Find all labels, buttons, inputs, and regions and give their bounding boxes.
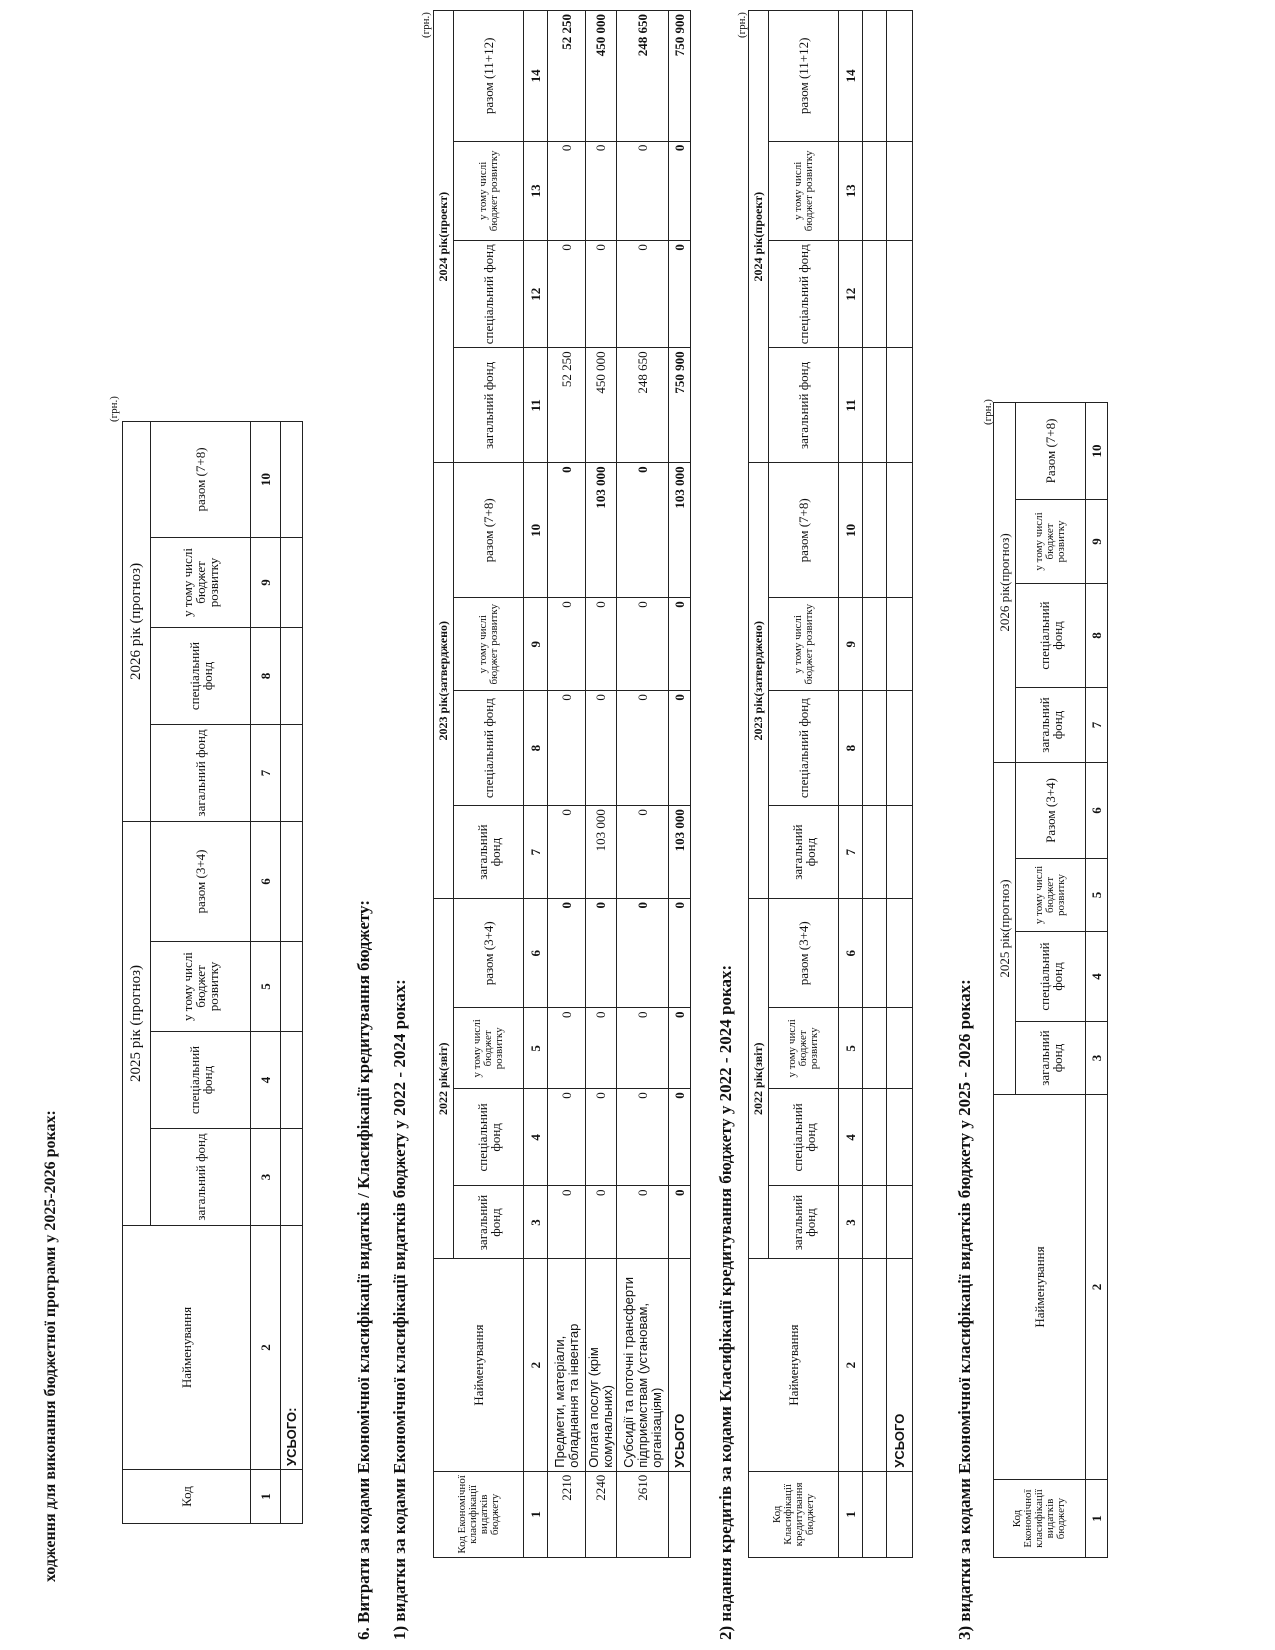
col-kod-header: Код — [123, 1470, 251, 1524]
col-number: 11 — [839, 348, 863, 463]
col-number: 11 — [524, 348, 548, 463]
value-cell: 0 — [548, 463, 586, 598]
col-number: 8 — [839, 691, 863, 806]
col-name-header: Найменування — [749, 1259, 839, 1471]
col-number: 7 — [524, 806, 548, 899]
h-sum34: разом (3+4) — [454, 899, 524, 1008]
col-number: 4 — [524, 1089, 548, 1186]
t3-title: 3) видатки за кодами Економічної класифікації видатків бюджету у 2025 - 2026 роках: — [955, 979, 974, 1640]
h-sum78: Разом (7+8) — [1016, 402, 1086, 499]
table-row — [586, 11, 617, 1558]
col-number: 3 — [1086, 1022, 1108, 1095]
empty-cell — [281, 1129, 303, 1226]
col-number: 10 — [524, 463, 548, 598]
col-number: 3 — [839, 1186, 863, 1259]
total-cell: 0 — [669, 1008, 691, 1089]
h-spec: спеціальний фонд — [1016, 932, 1086, 1022]
value-cell: 0 — [617, 806, 669, 899]
h-rozv: у тому числі бюджет розвитку — [454, 1008, 524, 1089]
col-number: 9 — [524, 598, 548, 691]
h-zag: загальний фонд — [1016, 1022, 1086, 1095]
empty-cell — [887, 463, 913, 598]
h-zag: загальний фонд — [151, 1129, 251, 1226]
t3-expenses-forecast-table — [993, 402, 1108, 1558]
h-sum34: разом (3+4) — [151, 821, 251, 941]
value-cell: 0 — [548, 1089, 586, 1186]
h-spec: спеціальний фонд — [454, 241, 524, 348]
top-forecast-table — [122, 421, 303, 1524]
row-name: Субсидії та поточні трансферти підприємствам (установам, організаціям) — [617, 1259, 669, 1471]
empty-cell — [863, 241, 887, 348]
h-zag: загальний фонд — [454, 348, 524, 463]
h-spec: спеціальний фонд — [151, 1032, 251, 1129]
value-cell: 248 650 — [617, 11, 669, 142]
col-number: 8 — [251, 627, 281, 724]
value-cell: 0 — [617, 141, 669, 241]
empty-cell — [669, 1471, 691, 1557]
h-sum34: Разом (3+4) — [1016, 762, 1086, 858]
empty-cell — [281, 942, 303, 1032]
h-sum1112: разом (11+12) — [769, 11, 839, 142]
section6-title: 6. Витрати за кодами Економічної класифікації видатків / Класифікації кредитування бюджету: — [354, 900, 373, 1640]
h-spec: спеціальний фонд — [454, 691, 524, 806]
h-sum78: разом (7+8) — [454, 463, 524, 598]
h-sum1112: разом (11+12) — [454, 11, 524, 142]
col-number: 7 — [839, 806, 863, 899]
col-number: 13 — [839, 141, 863, 241]
year-2024-header: 2024 рік(проект) — [749, 11, 769, 463]
total-cell: 103 000 — [669, 806, 691, 899]
empty-cell — [887, 1471, 913, 1557]
value-cell: 0 — [586, 691, 617, 806]
col-number: 10 — [839, 463, 863, 598]
col-number: 9 — [1086, 499, 1108, 583]
empty-cell — [863, 463, 887, 598]
row-kod: 2240 — [586, 1471, 617, 1557]
value-cell: 0 — [548, 1186, 586, 1259]
h-zag: загальний фонд — [769, 348, 839, 463]
t1-title: 1) видатки за кодами Економічної класифікації видатків бюджету у 2022 - 2024 роках: — [390, 979, 409, 1640]
col-number: 2 — [839, 1259, 863, 1471]
h-zag: загальний фонд — [454, 1186, 524, 1259]
h-sum34: разом (3+4) — [769, 899, 839, 1008]
total-cell: 750 900 — [669, 11, 691, 142]
empty-cell — [863, 806, 887, 899]
empty-cell — [281, 1032, 303, 1129]
empty-cell — [887, 1186, 913, 1259]
value-cell: 103 000 — [586, 806, 617, 899]
value-cell: 0 — [617, 598, 669, 691]
t3-unit-label: (грн.) — [982, 399, 994, 425]
col-number: 14 — [524, 11, 548, 142]
h-spec: спеціальний фонд — [151, 627, 251, 724]
value-cell: 0 — [548, 1008, 586, 1089]
value-cell: 0 — [548, 141, 586, 241]
empty-cell — [887, 899, 913, 1008]
t2-credits-table — [748, 10, 913, 1558]
col-number: 9 — [839, 598, 863, 691]
col-number: 4 — [251, 1032, 281, 1129]
col-kod-header: Код Економічної класифікації видатків бюджету — [434, 1471, 524, 1557]
total-cell: 0 — [669, 598, 691, 691]
empty-cell — [863, 11, 887, 142]
col-number: 5 — [251, 942, 281, 1032]
year-2023-header: 2023 рік(затверджено) — [434, 463, 454, 899]
col-kod-header: Код Класифікації кредитування бюджету — [749, 1471, 839, 1557]
h-rozv: у тому числі бюджет розвитку — [454, 141, 524, 241]
value-cell: 0 — [617, 691, 669, 806]
h-spec: спеціальний фонд — [454, 1089, 524, 1186]
col-kod-header: Код Економічної класифікації видатків бюджету — [994, 1480, 1086, 1558]
row-name: Предмети, матеріали, обладнання та інвентар — [548, 1259, 586, 1471]
empty-cell — [887, 598, 913, 691]
year-2022-header: 2022 рік(звіт) — [434, 899, 454, 1259]
col-number: 12 — [839, 241, 863, 348]
col-number: 6 — [251, 821, 281, 941]
total-cell: 0 — [669, 1089, 691, 1186]
col-number: 1 — [524, 1471, 548, 1557]
value-cell: 103 000 — [586, 463, 617, 598]
empty-cell — [863, 1186, 887, 1259]
empty-cell — [887, 1089, 913, 1186]
col-number: 8 — [1086, 583, 1108, 687]
empty-cell — [863, 899, 887, 1008]
row-kod: 2210 — [548, 1471, 586, 1557]
value-cell: 0 — [548, 691, 586, 806]
empty-cell — [887, 11, 913, 142]
h-rozv: у тому числі бюджет розвитку — [769, 598, 839, 691]
h-spec: спеціальний фонд — [769, 691, 839, 806]
h-rozv: у тому числі бюджет розвитку — [769, 141, 839, 241]
empty-cell — [863, 1471, 887, 1557]
empty-cell — [281, 627, 303, 724]
year-2024-header: 2024 рік(проект) — [434, 11, 454, 463]
value-cell: 248 650 — [617, 348, 669, 463]
h-rozv: у тому числі бюджет розвитку — [769, 1008, 839, 1089]
col-number: 9 — [251, 537, 281, 627]
col-number: 10 — [251, 421, 281, 537]
empty-cell — [863, 141, 887, 241]
col-number: 5 — [1086, 859, 1108, 932]
top-table-wrap — [122, 421, 303, 1524]
value-cell: 0 — [586, 1186, 617, 1259]
h-zag: загальний фонд — [769, 1186, 839, 1259]
value-cell: 0 — [617, 1008, 669, 1089]
t2-unit-label: (грн.) — [736, 12, 748, 38]
h-zag: загальний фонд — [454, 806, 524, 899]
h-zag: загальний фонд — [151, 724, 251, 821]
col-number: 6 — [524, 899, 548, 1008]
value-cell: 0 — [548, 598, 586, 691]
col-number: 2 — [251, 1226, 281, 1470]
h-spec: спеціальний фонд — [769, 241, 839, 348]
empty-cell — [887, 1008, 913, 1089]
col-number: 2 — [1086, 1095, 1108, 1480]
col-number: 1 — [1086, 1480, 1108, 1558]
col-number: 5 — [839, 1008, 863, 1089]
year-2025-header: 2025 рік(прогноз) — [994, 762, 1016, 1094]
value-cell: 450 000 — [586, 11, 617, 142]
empty-cell — [863, 1008, 887, 1089]
col-number: 7 — [251, 724, 281, 821]
col-name-header: Найменування — [994, 1095, 1086, 1480]
total-label: УСЬОГО: — [281, 1226, 303, 1470]
col-number: 1 — [251, 1470, 281, 1524]
value-cell: 450 000 — [586, 348, 617, 463]
h-rozv: у тому числі бюджет розвитку — [454, 598, 524, 691]
year-2026-header: 2026 рік(прогноз) — [994, 402, 1016, 762]
value-cell: 0 — [617, 241, 669, 348]
total-cell: 0 — [669, 1186, 691, 1259]
value-cell: 0 — [548, 899, 586, 1008]
total-cell: 103 000 — [669, 463, 691, 598]
value-cell: 0 — [548, 241, 586, 348]
col-number: 14 — [839, 11, 863, 142]
h-rozv: у тому числі бюджет розвитку — [151, 537, 251, 627]
h-spec: спеціальний фонд — [769, 1089, 839, 1186]
table-row — [863, 11, 887, 1558]
year-2025-header: 2025 рік (прогноз) — [123, 821, 151, 1225]
col-number: 6 — [839, 899, 863, 1008]
empty-cell — [887, 141, 913, 241]
empty-cell — [281, 1470, 303, 1524]
t1-unit-label: (грн.) — [420, 12, 432, 38]
empty-cell — [863, 691, 887, 806]
total-cell: 0 — [669, 241, 691, 348]
col-number: 10 — [1086, 402, 1108, 499]
h-zag: загальний фонд — [769, 806, 839, 899]
value-cell: 0 — [617, 899, 669, 1008]
col-number: 6 — [1086, 762, 1108, 858]
empty-cell — [281, 821, 303, 941]
year-2026-header: 2026 рік (прогноз) — [123, 421, 151, 821]
total-cell: 0 — [669, 141, 691, 241]
total-label: УСЬОГО — [669, 1259, 691, 1471]
value-cell: 0 — [617, 1186, 669, 1259]
col-number: 13 — [524, 141, 548, 241]
h-rozv: у тому числі бюджет розвитку — [1016, 859, 1086, 932]
col-number: 1 — [839, 1471, 863, 1557]
empty-cell — [863, 1089, 887, 1186]
h-rozv: у тому числі бюджет розвитку — [151, 942, 251, 1032]
total-row — [887, 11, 913, 1558]
empty-cell — [863, 348, 887, 463]
year-2022-header: 2022 рік(звіт) — [749, 899, 769, 1259]
value-cell: 52 250 — [548, 348, 586, 463]
value-cell: 0 — [586, 1008, 617, 1089]
table-row — [617, 11, 669, 1558]
h-zag: загальний фонд — [1016, 687, 1086, 762]
row-name: Оплата послуг (крім комунальних) — [586, 1259, 617, 1471]
value-cell: 0 — [617, 463, 669, 598]
col-number: 8 — [524, 691, 548, 806]
t2-wrap — [748, 10, 913, 1558]
row-kod: 2610 — [617, 1471, 669, 1557]
col-number: 12 — [524, 241, 548, 348]
top-section-title: ходження для виконання бюджетної програми у 2025-2026 роках: — [42, 1110, 59, 1582]
col-number: 2 — [524, 1259, 548, 1471]
col-number: 3 — [524, 1186, 548, 1259]
value-cell: 0 — [548, 806, 586, 899]
empty-cell — [863, 1259, 887, 1471]
value-cell: 0 — [617, 1089, 669, 1186]
t2-title: 2) надання кредитів за кодами Класифікації кредитування бюджету у 2022 - 2024 роках: — [716, 964, 735, 1640]
h-sum78: разом (7+8) — [151, 421, 251, 537]
empty-cell — [281, 537, 303, 627]
empty-cell — [863, 598, 887, 691]
value-cell: 0 — [586, 241, 617, 348]
t3-wrap — [993, 402, 1108, 1558]
total-cell: 750 900 — [669, 348, 691, 463]
h-rozv: у тому числі бюджет розвитку — [1016, 499, 1086, 583]
empty-cell — [887, 806, 913, 899]
t1-expenses-table — [433, 10, 691, 1558]
year-2023-header: 2023 рік(затверджено) — [749, 463, 769, 899]
col-number: 4 — [839, 1089, 863, 1186]
value-cell: 0 — [586, 141, 617, 241]
top-unit-label: (грн.) — [108, 396, 120, 422]
value-cell: 0 — [586, 598, 617, 691]
empty-cell — [281, 421, 303, 537]
col-number: 3 — [251, 1129, 281, 1226]
t1-wrap — [433, 10, 691, 1558]
empty-cell — [887, 348, 913, 463]
col-number: 5 — [524, 1008, 548, 1089]
col-name-header: Найменування — [434, 1259, 524, 1471]
value-cell: 0 — [586, 1089, 617, 1186]
empty-cell — [887, 691, 913, 806]
table-row — [548, 11, 586, 1558]
empty-cell — [887, 241, 913, 348]
col-number: 7 — [1086, 687, 1108, 762]
h-sum78: разом (7+8) — [769, 463, 839, 598]
value-cell: 52 250 — [548, 11, 586, 142]
col-number: 4 — [1086, 932, 1108, 1022]
total-cell: 0 — [669, 899, 691, 1008]
col-name-header: Найменування — [123, 1226, 251, 1470]
empty-cell — [281, 724, 303, 821]
h-spec: спеціальний фонд — [1016, 583, 1086, 687]
value-cell: 0 — [586, 899, 617, 1008]
total-label: УСЬОГО — [887, 1259, 913, 1471]
total-row — [669, 11, 691, 1558]
total-cell: 0 — [669, 691, 691, 806]
